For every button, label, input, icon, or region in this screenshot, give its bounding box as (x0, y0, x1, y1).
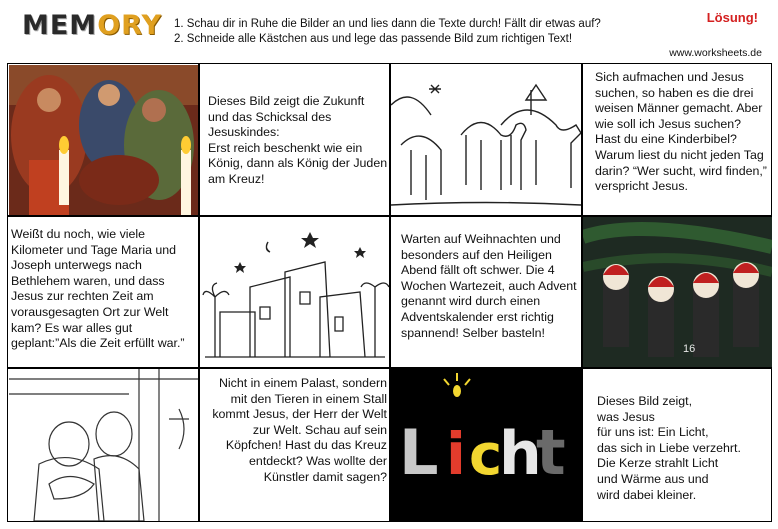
camels-drawing (391, 65, 581, 215)
card-text-light: Dieses Bild zeigt, was Jesus für uns ist: Ein Licht, das sich in Liebe verzehrt. Die Kerze strahlt Licht und Wärme aus und wird dabei kleiner. (597, 394, 741, 502)
licht-artwork (391, 369, 581, 521)
svg-text:h: h (499, 419, 542, 489)
bethlehem-drawing (200, 217, 389, 367)
card-text-journey: Weißt du noch, wie viele Kilometer und Tage Maria und Joseph unterwegs nach Bethlehem waren, und dass Jesus zur rechten Zeit am vorausgesagten Ort zur Welt kam? Es war alles gut geplant:”Als die Zeit erfüllt war.” (11, 227, 185, 351)
card-text-future: Dieses Bild zeigt die Zukunft und das Schicksal des Jesuskindes: Erst reich beschenkt wie ein König, dann als König der Juden am Kreuz! (208, 94, 388, 186)
card-licht-image (391, 369, 581, 521)
solution-label: Lösung! (706, 10, 758, 25)
memory-grid (7, 63, 772, 522)
magi-painting-image (9, 65, 198, 215)
instruction-2: 2. Schneide alle Kästchen aus und lege das passende Bild zum richtigen Text! (174, 33, 573, 45)
svg-text:i: i (446, 420, 466, 488)
svg-text:L: L (399, 416, 439, 489)
memory-logo: MEMORY (22, 10, 163, 41)
card-nativity-drawing (9, 369, 198, 521)
svg-text:c: c (469, 423, 503, 488)
nativity-drawing (9, 369, 198, 521)
instructions (174, 17, 601, 47)
advent-door-number: 16 (683, 343, 696, 355)
card-text-advent: Warten auf Weihnachten und besonders auf den Heiligen Abend fällt oft schwer. Die 4 Wochen Wartezeit, auch Advent genannt wird durch einen Adventskalender erst richtig spannend! Selber basteln! (401, 232, 577, 340)
card-wise-men-drawing (391, 65, 581, 215)
flame-dot (453, 385, 461, 397)
card-advent-calendar-photo (583, 217, 772, 367)
advent-calendar-image (583, 217, 772, 367)
website-url: www.worksheets.de (669, 47, 762, 59)
card-bethlehem-drawing (200, 217, 389, 367)
svg-text:t: t (536, 416, 566, 489)
instruction-1: 1. Schau dir in Ruhe die Bilder an und lies dann die Texte durch! Fällt dir etwas auf? (174, 18, 601, 30)
card-magi-painting (9, 65, 198, 215)
card-text-seek-jesus: Sich aufmachen und Jesus suchen, so haben es die drei weisen Männer gemacht. Aber wie soll ich Jesus suchen? Hast du eine Kinderbibel? Warum liest du nicht jeden Tag darin? “Wer sucht, wird finden,” verspricht Jesus. (595, 70, 767, 194)
card-text-stable: Nicht in einem Palast, sondern mit den Tieren in einem Stall kommt Jesus, der Herr der Welt zur Welt. Schau auf sein Köpfchen! Hast du das Kreuz entdeckt? Was wollte der Künstler damit sagen? (212, 376, 387, 484)
